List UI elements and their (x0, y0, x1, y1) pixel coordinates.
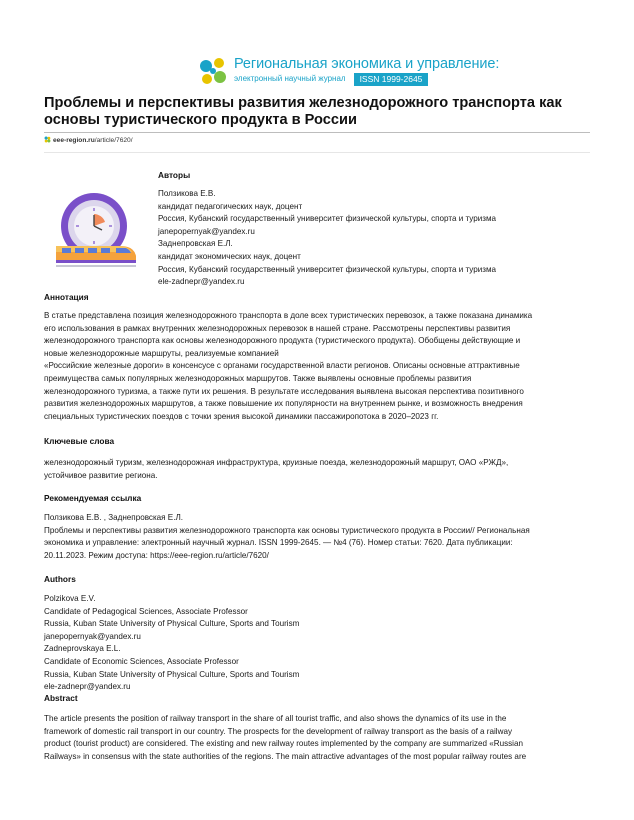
text-line: специальных туристических поездов с точки зрения высокой динамики пассажиропотока в 2020–2023 гг. (44, 411, 439, 421)
author-email[interactable]: janepopernyak@yandex.ru (44, 631, 141, 641)
text-line: экономика и управление: электронный научный журнал. ISSN 1999-2645. — №4 (76). Номер статьи: 7620. Дата публикации: (44, 538, 513, 548)
abstract-text (44, 713, 526, 763)
author-affiliation: Россия, Кубанский государственный университет физической культуры, спорта и туризма (158, 214, 497, 224)
author-affiliation: Russia, Kuban State University of Physical Culture, Sports and Tourism (44, 619, 300, 629)
author-name: Zadneprovskaya E.L. (44, 644, 121, 654)
author-name: Polzikova E.V. (44, 594, 96, 603)
author-email[interactable]: ele-zadnepr@yandex.ru (158, 277, 245, 287)
text-line: преимущества самых популярных железнодорожных маршрутов. Также выявлены основные проблемы развития (44, 373, 472, 383)
citation-text (44, 512, 530, 562)
journal-subtitle: электронный научный журнал (234, 74, 346, 83)
citation-heading: Рекомендуемая ссылка (44, 493, 142, 503)
journal-logo-mark-icon (196, 54, 230, 88)
author-degree: Candidate of Economic Sciences, Associate Professor (44, 656, 239, 666)
site-logo-icon (44, 136, 51, 143)
authors-ru-list (158, 188, 496, 289)
text-line: развития железнодорожных маршрутов, а также повышение их популярности на внутреннем рынке, и возможность внедрения (44, 399, 523, 409)
text-line: The article presents the position of railway transport in the share of all tourist traffic, and also shows the dynamics of its use in the (44, 714, 507, 723)
author-affiliation: Russia, Kuban State University of Physical Culture, Sports and Tourism (44, 669, 300, 679)
article-title: Проблемы и перспективы развития железнодорожного транспорта как основы туристического продукта в России (44, 95, 562, 128)
author-degree: Candidate of Pedagogical Sciences, Associate Professor (44, 606, 248, 616)
text-line: Railways» in consensus with the state authorities of the regions. The main attractive advantages of the most popular railway routes are (44, 751, 527, 761)
text-line: framework of domestic rail transport in our country. The prospects for the development of railway transport as the basis of a railway (44, 726, 512, 736)
url-domain: eee-region.ru (53, 137, 95, 144)
author-degree: кандидат экономических наук, доцент (158, 251, 301, 261)
text-line: железнодорожного туризма, а также пути их решения. В результате исследования выявлена высокая перспектива позитивного (44, 386, 524, 396)
text-line: 20.11.2023. Режим доступа: https://eee-region.ru/article/7620/ (44, 550, 269, 560)
text-line: его использования в рамках внутренних железнодорожных перевозок в нашей стране. Рассмотрены перспективы развития (44, 323, 511, 333)
text-line: новые железнодорожные маршруты, реализуемые компанией (44, 348, 279, 358)
divider (44, 132, 590, 133)
annotation-text (44, 310, 532, 423)
authors-en-list (44, 593, 299, 694)
authors-heading: Авторы (158, 170, 191, 180)
issn-badge: ISSN 1999-2645 (354, 73, 428, 86)
text-line: железнодорожный туризм, железнодорожная инфраструктура, круизные поезда, железнодорожный маршрут, ОАО «РЖД», (44, 458, 509, 467)
text-line: «Российские железные дороги» в консенсусе с органами государственной власти регионов. Описаны основные аттрактивные (44, 361, 520, 371)
author-name: Ползикова Е.В. (158, 189, 216, 198)
text-line: устойчивое развитие региона. (44, 470, 158, 480)
annotation-heading: Аннотация (44, 292, 89, 302)
text-line: Ползикова Е.В. , Заднепровская Е.Л. (44, 513, 184, 522)
train-illustration-icon (50, 190, 140, 270)
author-email[interactable]: janepopernyak@yandex.ru (158, 226, 255, 236)
journal-title: Региональная экономика и управление: (234, 56, 500, 72)
text-line: В статье представлена позиция железнодорожного транспорта в доле всех туристических перевозок, а также показана динамика (44, 311, 533, 320)
author-email[interactable]: ele-zadnepr@yandex.ru (44, 682, 131, 692)
text-line: product (tourist product) are considered. The existing and new railway routes implemented by the company are summarized «Russian (44, 739, 523, 749)
author-affiliation: Россия, Кубанский государственный университет физической культуры, спорта и туризма (158, 264, 497, 274)
article-url[interactable] (44, 136, 133, 144)
journal-logo[interactable] (196, 54, 500, 88)
url-path: /article/7620/ (94, 137, 133, 144)
abstract-heading: Abstract (44, 693, 78, 703)
text-line: железнодорожного транспорта как основы железнодорожного продукта (туристического продукта). Обобщены действующие и (44, 336, 521, 346)
keywords-text (44, 457, 508, 482)
divider (44, 152, 590, 153)
author-degree: кандидат педагогических наук, доцент (158, 201, 303, 211)
author-name: Заднепровская Е.Л. (158, 239, 233, 249)
authors-en-heading: Authors (44, 574, 76, 584)
keywords-heading: Ключевые слова (44, 436, 115, 446)
text-line: Проблемы и перспективы развития железнодорожного транспорта как основы туристического продукта в России// Региональная (44, 525, 530, 535)
